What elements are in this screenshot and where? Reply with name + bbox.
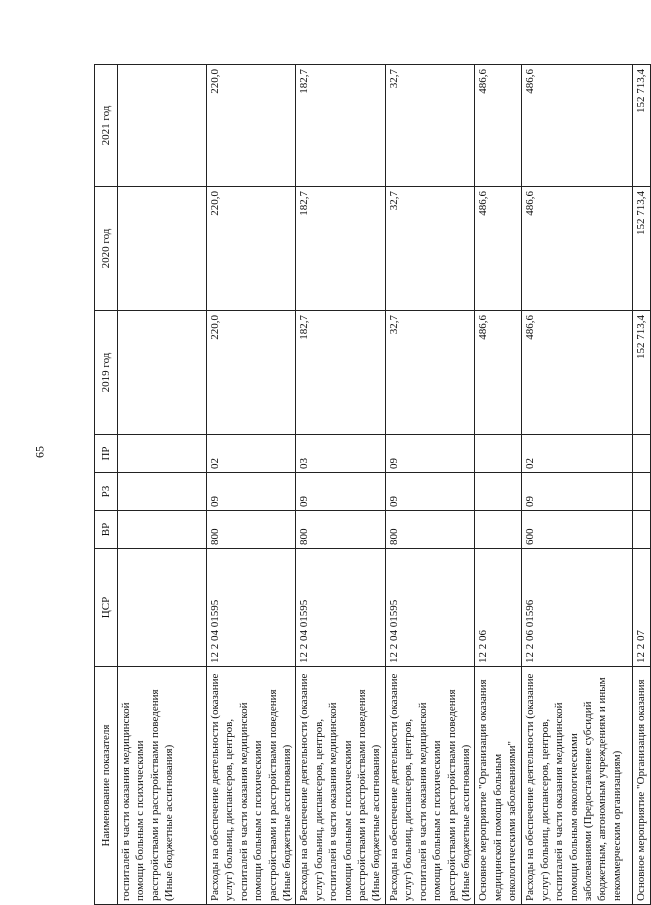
cell-pr: 02 [522,435,633,473]
cell-2019: 486,6 [475,311,522,435]
cell-2021: 486,6 [522,65,633,187]
cell-2019: 486,6 [522,311,633,435]
header-rz: РЗ [95,473,118,511]
cell-csr: 12 2 06 01596 [522,549,633,667]
cell-2020 [118,187,207,311]
cell-rz: 09 [207,473,296,511]
cell-rz [475,473,522,511]
cell-2020: 220,0 [207,187,296,311]
cell-name: госпиталей в части оказания медицинской помощи больным с психическими расстройствами и расстройствами поведения (Иные бюджетные ассигнования) [118,667,207,905]
cell-rz: 09 [522,473,633,511]
header-name: Наименование показателя [95,667,118,905]
cell-vr [475,511,522,549]
cell-2020: 486,6 [475,187,522,311]
cell-csr: 12 2 04 01595 [296,549,385,667]
table-row [633,65,650,905]
budget-table [94,64,651,905]
header-2020: 2020 год [95,187,118,311]
cell-rz [633,473,650,511]
table-row [207,65,296,905]
cell-vr [118,511,207,549]
cell-2019: 152 713,4 [633,311,650,435]
cell-pr [118,435,207,473]
cell-csr: 12 2 04 01595 [385,549,474,667]
header-2019: 2019 год [95,311,118,435]
cell-2020: 182,7 [296,187,385,311]
cell-2019: 32,7 [385,311,474,435]
header-row [95,65,118,905]
cell-2021: 220,0 [207,65,296,187]
page-number: 65 [32,446,47,458]
cell-vr [633,511,650,549]
table-row [475,65,522,905]
cell-rz [118,473,207,511]
cell-name: Расходы на обеспечение деятельности (оказание услуг) больниц, диспансеров, центров, госпиталей в части оказания медицинской помощи больным с психическими расстройствами и расстройствами поведения (Иные бюджетные ассигнования) [296,667,385,905]
cell-pr: 03 [296,435,385,473]
cell-name: Основное мероприятие "Организация оказания [633,667,650,905]
cell-2021: 32,7 [385,65,474,187]
cell-2019: 182,7 [296,311,385,435]
cell-csr: 12 2 06 [475,549,522,667]
header-pr: ПР [95,435,118,473]
table-row [118,65,207,905]
cell-2019: 220,0 [207,311,296,435]
cell-rz: 09 [385,473,474,511]
cell-pr: 02 [207,435,296,473]
cell-2020: 486,6 [522,187,633,311]
cell-vr: 800 [296,511,385,549]
cell-2019 [118,311,207,435]
cell-pr: 09 [385,435,474,473]
cell-vr: 800 [207,511,296,549]
cell-pr [475,435,522,473]
rotated-page-content [94,65,648,905]
cell-name: Расходы на обеспечение деятельности (оказание услуг) больниц, диспансеров, центров, госпиталей в части оказания медицинской помощи больным онкологическими заболеваниями (Предоставление субсидий бюджетным, автономным учреждениям и иным некоммерческим организациям) [522,667,633,905]
cell-vr: 600 [522,511,633,549]
cell-vr: 800 [385,511,474,549]
cell-pr [633,435,650,473]
cell-csr [118,549,207,667]
header-vr: ВР [95,511,118,549]
cell-csr: 12 2 04 01595 [207,549,296,667]
cell-2020: 32,7 [385,187,474,311]
header-csr: ЦСР [95,549,118,667]
cell-rz: 09 [296,473,385,511]
header-2021: 2021 год [95,65,118,187]
cell-2021: 152 713,4 [633,65,650,187]
table-row [385,65,474,905]
cell-2021 [118,65,207,187]
table-row [522,65,633,905]
cell-2020: 152 713,4 [633,187,650,311]
cell-2021: 486,6 [475,65,522,187]
cell-csr: 12 2 07 [633,549,650,667]
cell-name: Основное мероприятие "Организация оказания медицинской помощи больным онкологическими заболеваниями" [475,667,522,905]
cell-name: Расходы на обеспечение деятельности (оказание услуг) больниц, диспансеров, центров, госпиталей в части оказания медицинской помощи больным с психическими расстройствами и расстройствами поведения (Иные бюджетные ассигнования) [385,667,474,905]
cell-2021: 182,7 [296,65,385,187]
table-row [296,65,385,905]
cell-name: Расходы на обеспечение деятельности (оказание услуг) больниц, диспансеров, центров, госпиталей в части оказания медицинской помощи больным с психическими расстройствами и расстройствами поведения (Иные бюджетные ассигнования) [207,667,296,905]
